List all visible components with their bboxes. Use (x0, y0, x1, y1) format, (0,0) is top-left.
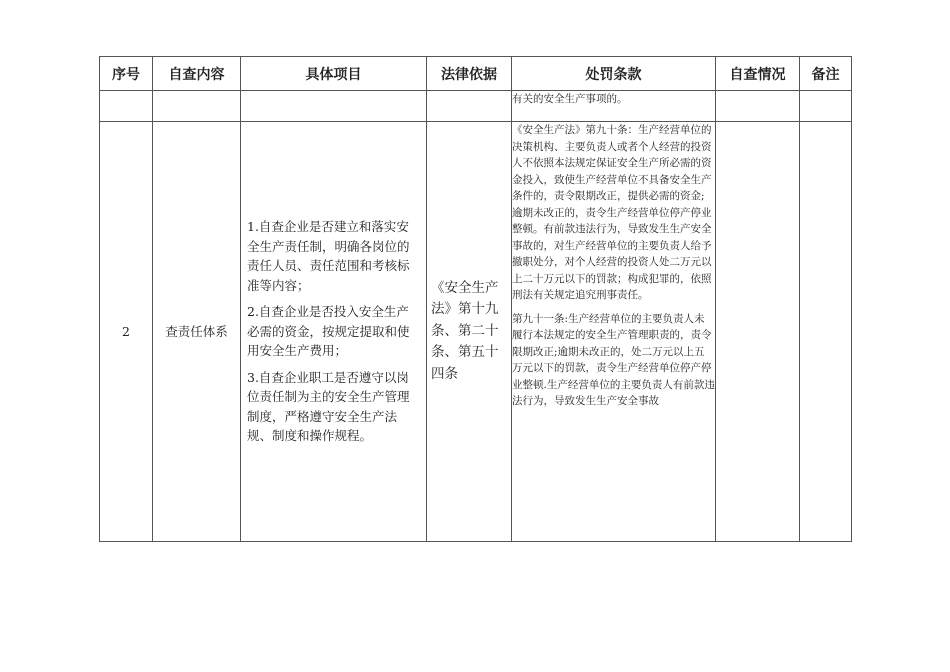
cell-empty (100, 91, 153, 122)
remarks-cell (800, 122, 852, 542)
cell-empty (241, 91, 427, 122)
header-penalty: 处罚条款 (512, 57, 716, 91)
row-number: 2 (100, 122, 153, 542)
items-cell (241, 122, 427, 542)
continued-row (100, 91, 852, 122)
cell-empty (153, 91, 241, 122)
item-2: 2.自查企业是否投入安全生产必需的资金，按规定提取和使用安全生产费用； (247, 304, 410, 359)
legal-basis-text: 《安全生产法》第十九条、第二十条、第五十四条 (431, 279, 499, 382)
row-content: 查责任体系 (153, 122, 241, 542)
continued-penalty-cell (512, 91, 716, 122)
header-content: 自查内容 (153, 57, 241, 91)
header-row (100, 57, 852, 91)
header-number: 序号 (100, 57, 153, 91)
cell-empty (427, 91, 512, 122)
cell-empty (800, 91, 852, 122)
self-check-table (99, 56, 852, 542)
cell-empty (716, 91, 800, 122)
header-remarks: 备注 (800, 57, 852, 91)
penalty-paragraph-1: 《安全生产法》第九十条：生产经营单位的决策机构、主要负责人或者个人经营的投资人不依照本法规定保证安全生产所必需的资金投入，致使生产经营单位不具备安全生产条件的，责令限期改正，提供必需的资金;逾期未改正的，责令生产经营单位停产停业整顿。有前款违法行为，导致发生生产安全事故的，对生产经营单位的主要负责人给予撤职处分，对个人经营的投资人处二万元以上二十万元以下的罚款；构成犯罪的，依照刑法有关规定追究刑事责任。 (512, 124, 712, 301)
item-3: 3.自查企业职工是否遵守以岗位责任制为主的安全生产管理制度，严格遵守安全生产法规、制度和操作规程。 (247, 369, 410, 444)
header-legal-basis: 法律依据 (427, 57, 512, 91)
header-items: 具体项目 (241, 57, 427, 91)
penalty-cell (512, 122, 716, 542)
header-self-check: 自查情况 (716, 57, 800, 91)
legal-basis-cell (427, 122, 512, 542)
self-check-cell (716, 122, 800, 542)
table-row (100, 122, 852, 542)
penalty-paragraph-2: 第九十一条:生产经营单位的主要负责人未履行本法规定的安全生产管理职责的，责令限期改正;逾期未改正的，处二万元以上五万元以下的罚款，责令生产经营单位停产停业整顿.生产经营单位的主要负责人有前款违法行为，导致发生生产安全事故 (512, 312, 715, 407)
item-1: 1.自查企业是否建立和落实安全生产责任制，明确各岗位的责任人员、责任范围和考核标准等内容； (247, 219, 410, 293)
continued-penalty-text: 有关的安全生产事项的。 (512, 93, 628, 105)
